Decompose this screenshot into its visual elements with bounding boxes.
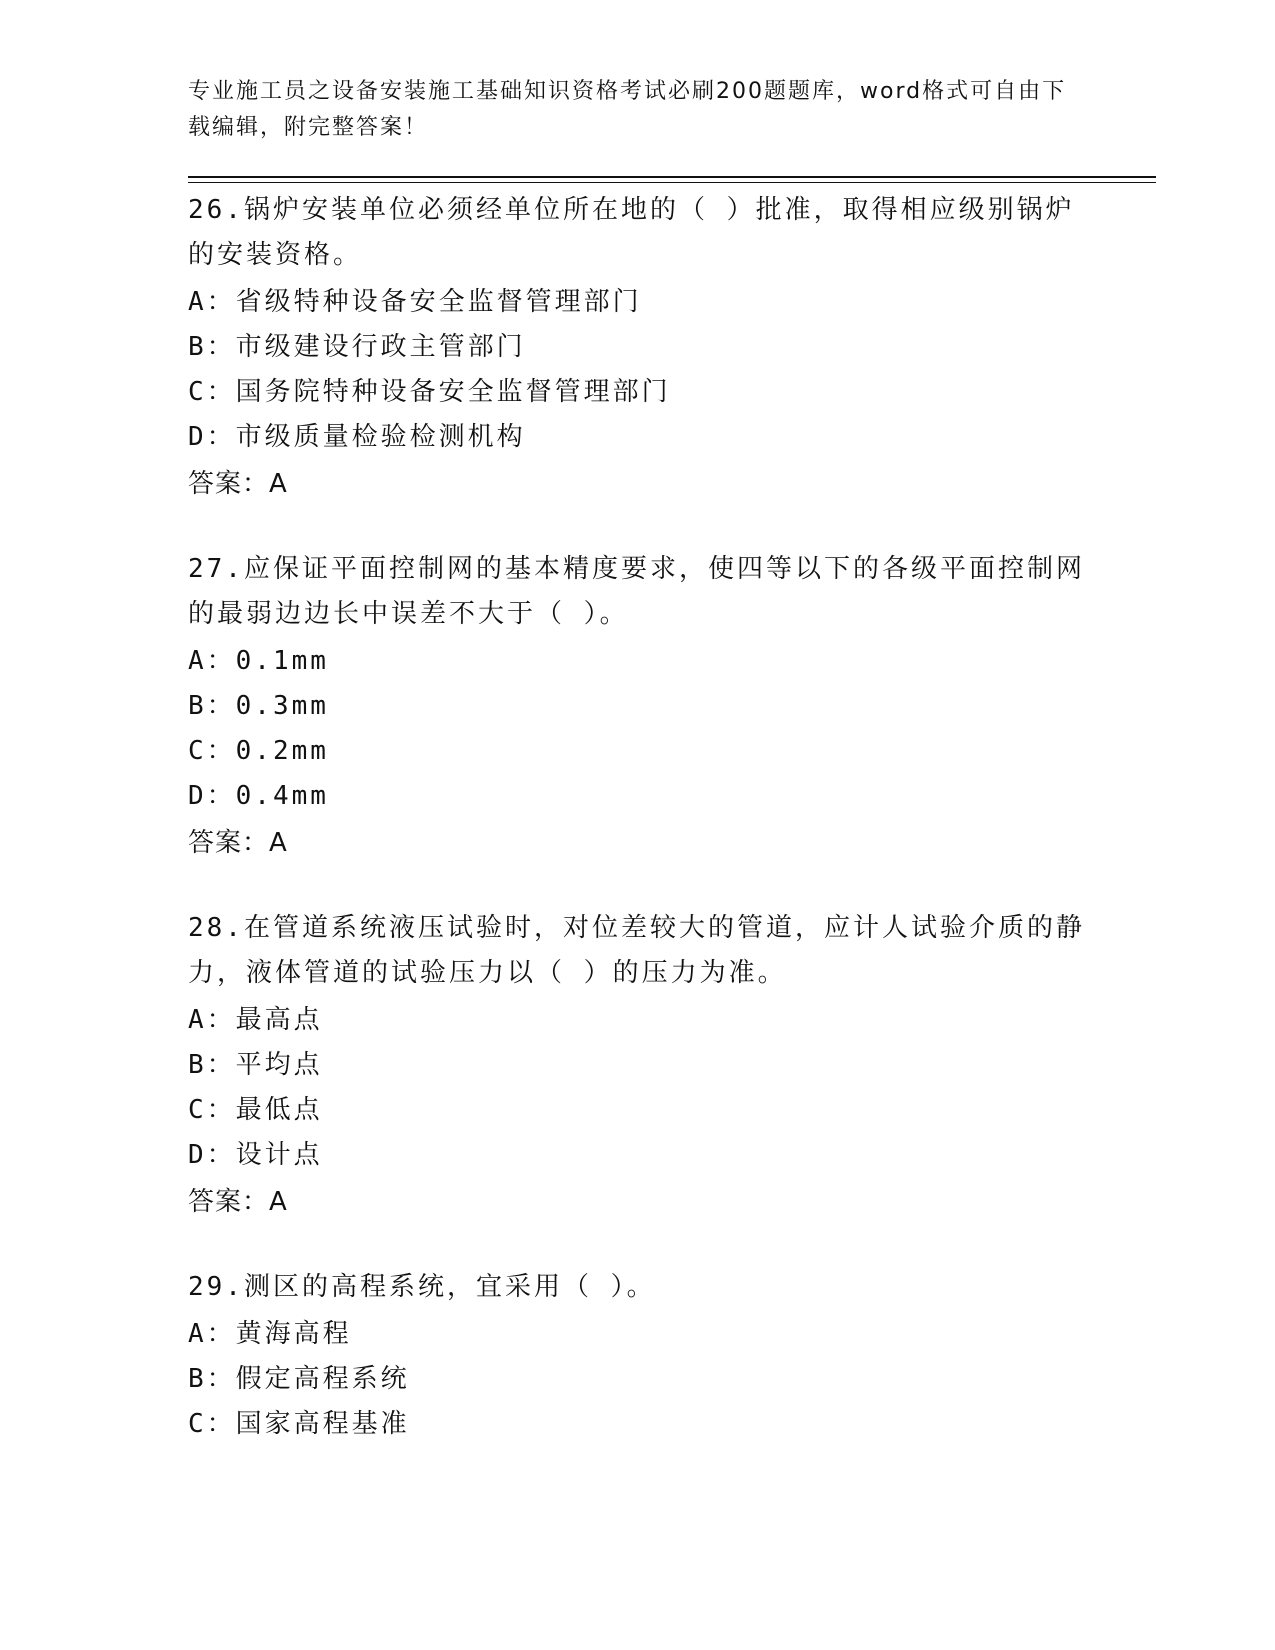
option-a: A：最高点	[188, 1005, 323, 1035]
question-stem: 26.锅炉安装单位必须经单位所在地的（ ）批准，取得相应级别锅炉的安装资格。	[188, 195, 1075, 270]
option-b: B：市级建设行政主管部门	[188, 332, 526, 362]
option-d: D：设计点	[188, 1140, 323, 1170]
option-b: B：假定高程系统	[188, 1364, 410, 1394]
option-a: A：黄海高程	[188, 1319, 352, 1349]
question-26	[188, 188, 1088, 507]
option-b: B：平均点	[188, 1050, 323, 1080]
question-stem: 28.在管道系统液压试验时，对位差较大的管道，应计人试验介质的静力，液体管道的试验压力以（ ）的压力为准。	[188, 913, 1085, 988]
header-divider-thick	[188, 176, 1156, 178]
answer: 答案：A	[188, 828, 288, 858]
option-a: A：省级特种设备安全监督管理部门	[188, 287, 642, 317]
option-c: C：国务院特种设备安全监督管理部门	[188, 377, 671, 407]
question-29	[188, 1265, 1088, 1447]
answer: 答案：A	[188, 1187, 288, 1217]
option-d: D：0.4mm	[188, 781, 329, 811]
document-header: 专业施工员之设备安装施工基础知识资格考试必刷200题题库，word格式可自由下载编辑，附完整答案！	[188, 79, 1067, 140]
option-d: D：市级质量检验检测机构	[188, 422, 526, 452]
option-c: C：国家高程基准	[188, 1409, 410, 1439]
question-stem: 27.应保证平面控制网的基本精度要求，使四等以下的各级平面控制网的最弱边边长中误差不大于（ ）。	[188, 554, 1085, 629]
option-b: B：0.3mm	[188, 691, 329, 721]
question-list	[188, 188, 1088, 1487]
option-a: A：0.1mm	[188, 646, 329, 676]
answer: 答案：A	[188, 469, 288, 499]
question-27	[188, 547, 1088, 866]
header-divider-thin	[188, 182, 1156, 183]
option-c: C：0.2mm	[188, 736, 329, 766]
question-28	[188, 906, 1088, 1225]
option-c: C：最低点	[188, 1095, 323, 1125]
question-stem: 29.测区的高程系统，宜采用（ ）。	[188, 1272, 656, 1302]
